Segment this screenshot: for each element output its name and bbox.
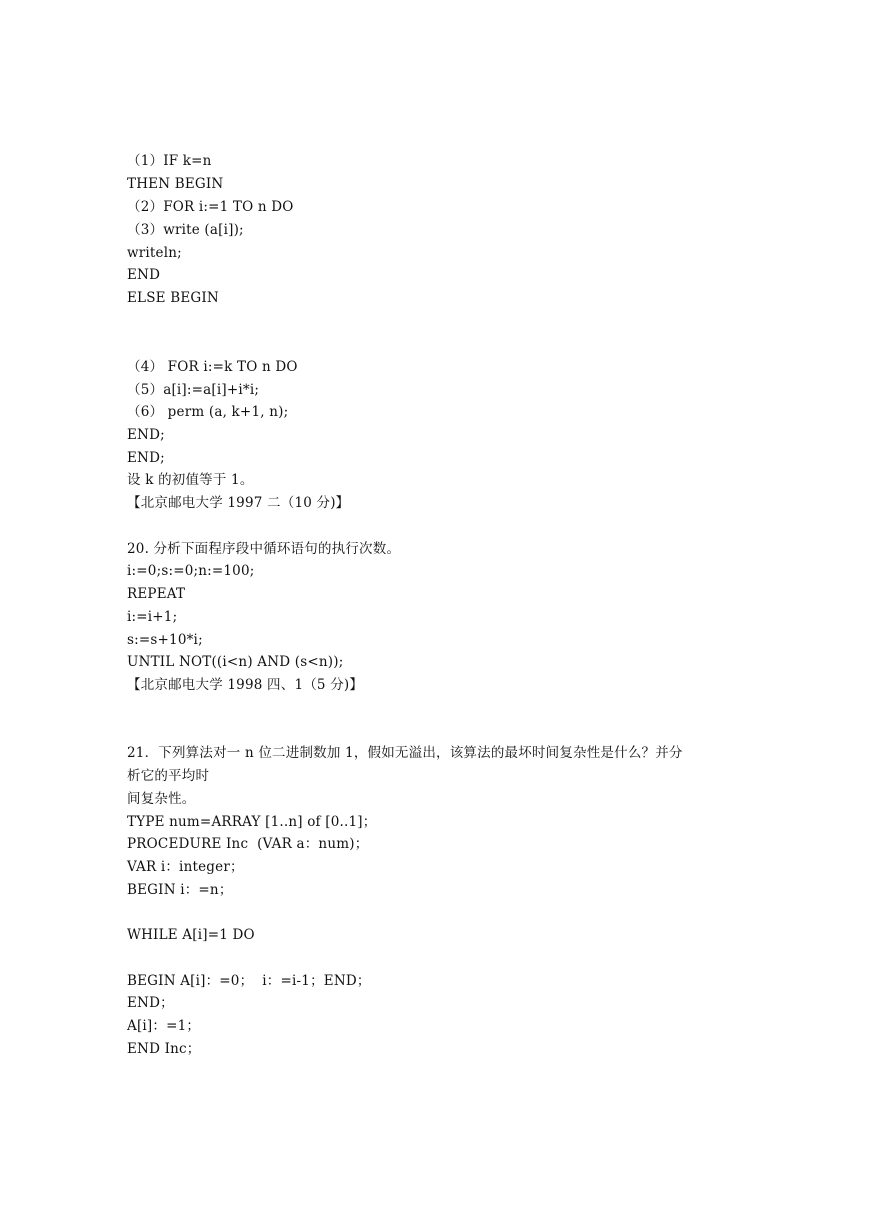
text-line: i:=i+1;: [127, 609, 178, 625]
text-line: （5）a[i]:=a[i]+i*i;: [127, 382, 260, 398]
text-line: END: [127, 267, 161, 283]
text-line: 间复杂性。: [127, 791, 196, 807]
text-line: THEN BEGIN: [127, 176, 224, 192]
text-line: BEGIN i：=n；: [127, 882, 233, 898]
text-line: REPEAT: [127, 586, 186, 602]
text-line: END;: [127, 450, 165, 466]
text-line: （1）IF k=n: [127, 153, 212, 169]
text-line: END Inc；: [127, 1041, 201, 1057]
text-line: （6） perm (a, k+1, n);: [127, 404, 289, 420]
question-title: 21．下列算法对一 n 位二进制数加 1，假如无溢出，该算法的最坏时间复杂性是什么？并分: [127, 745, 683, 761]
text-line: writeln;: [127, 245, 182, 261]
text-line: （2）FOR i:=1 TO n DO: [127, 199, 294, 215]
text-line: WHILE A[i]=1 DO: [127, 927, 255, 943]
text-line: PROCEDURE Inc (VAR a：num)；: [127, 836, 369, 852]
text-line: A[i]：=1；: [127, 1018, 201, 1034]
text-line: END;: [127, 427, 165, 443]
source-citation: 【北京邮电大学 1998 四、1（5 分)】: [127, 677, 364, 693]
question-title: 20. 分析下面程序段中循环语句的执行次数。: [127, 541, 401, 557]
text-line: TYPE num=ARRAY [1..n] of [0..1]；: [127, 814, 377, 830]
text-line: BEGIN A[i]：=0； i：=i-1；END；: [127, 973, 371, 989]
text-line: （4） FOR i:=k TO n DO: [127, 359, 298, 375]
text-line: 析它的平均时: [127, 768, 210, 784]
text-line: i:=0;s:=0;n:=100;: [127, 563, 255, 579]
text-line: s:=s+10*i;: [127, 632, 203, 648]
text-line: 设 k 的初值等于 1。: [127, 472, 254, 488]
text-line: （3）write (a[i]);: [127, 222, 244, 238]
text-line: END；: [127, 995, 174, 1011]
text-line: UNTIL NOT((i<n) AND (s<n));: [127, 654, 344, 670]
text-line: VAR i：integer；: [127, 859, 244, 875]
text-line: ELSE BEGIN: [127, 290, 219, 306]
source-citation: 【北京邮电大学 1997 二（10 分)】: [127, 495, 350, 511]
